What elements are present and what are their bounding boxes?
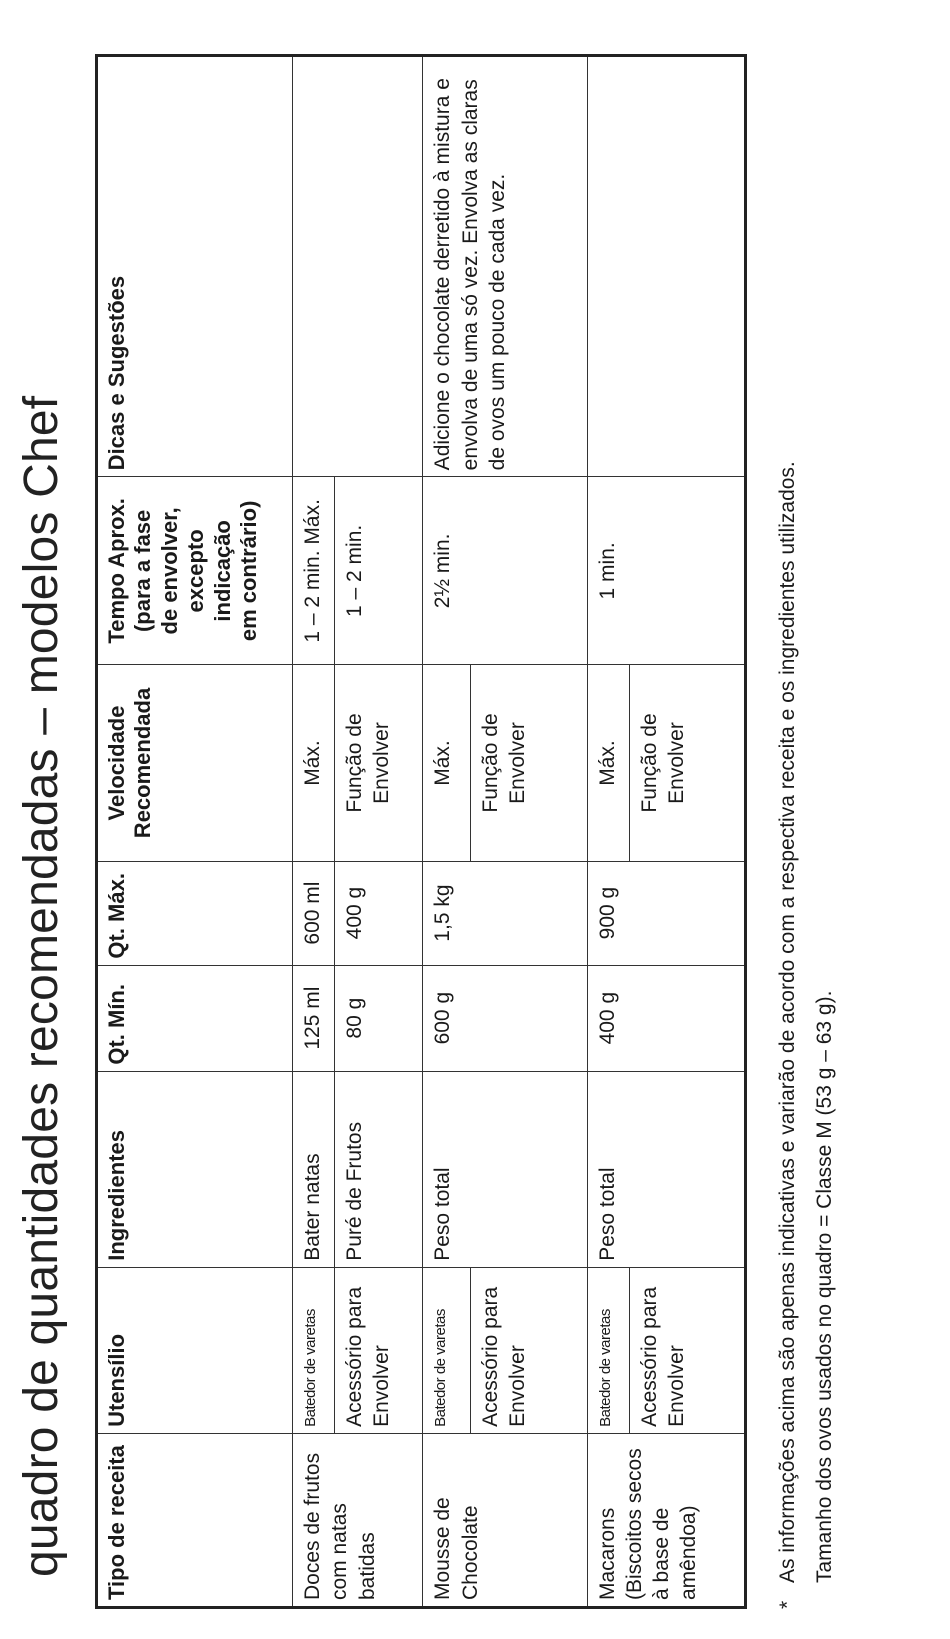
cell-speed: Máx.	[587, 665, 629, 861]
table-row	[293, 56, 335, 1608]
header-speed-line2: Recomendada	[130, 687, 156, 839]
cell-recipe-type: Macarons (Biscoitos secos à base de amêndoa)	[587, 1433, 745, 1607]
footnotes	[770, 461, 844, 1609]
cell-utensil: Acessório para Envolver	[471, 1267, 587, 1433]
footnote-star: *	[776, 1600, 799, 1609]
cell-speed: Função de Envolver	[471, 665, 587, 861]
page-title: quadro de quantidades recomendadas – modelos Chef	[15, 395, 68, 1577]
header-time-line2: (para a fase	[130, 509, 156, 633]
header-time	[97, 477, 293, 665]
header-qty-max: Qt. Máx.	[97, 861, 293, 965]
header-time-line5: indicação	[209, 520, 235, 622]
cell-qty-min: 80 g	[334, 965, 422, 1071]
table-row	[423, 56, 471, 1608]
cell-qty-max: 400 g	[334, 861, 422, 965]
cell-time: 2½ min.	[423, 477, 587, 665]
cell-ingredients: Peso total	[587, 1071, 745, 1267]
header-speed-line1: Velocidade	[104, 705, 129, 821]
cell-speed: Máx.	[423, 665, 471, 861]
cell-qty-max: 1,5 kg	[423, 861, 587, 965]
cell-ingredients: Peso total	[423, 1071, 587, 1267]
cell-utensil: Batedor de varetas	[423, 1267, 471, 1433]
cell-qty-min: 400 g	[587, 965, 745, 1071]
table-header-row	[97, 56, 293, 1608]
cell-time: 1 min.	[587, 477, 745, 665]
cell-utensil: Acessório para Envolver	[629, 1267, 746, 1433]
cell-speed: Máx.	[293, 665, 335, 861]
cell-utensil: Batedor de varetas	[293, 1267, 335, 1433]
header-ingredients: Ingredientes	[97, 1071, 293, 1267]
cell-tips	[293, 56, 423, 477]
header-qty-min: Qt. Mín.	[97, 965, 293, 1071]
header-time-line6: em contrário)	[235, 500, 261, 642]
cell-time: 1 – 2 min. Máx.	[293, 477, 335, 665]
footnote-line2: Tamanho dos ovos usados no quadro = Classe M (53 g – 63 g).	[812, 990, 836, 1583]
cell-qty-min: 600 g	[423, 965, 587, 1071]
header-recipe-type: Tipo de receita	[97, 1433, 293, 1607]
cell-qty-max: 900 g	[587, 861, 745, 965]
cell-ingredients: Puré de Frutos	[334, 1071, 422, 1267]
cell-recipe-type: Mousse de Chocolate	[423, 1433, 587, 1607]
footnote-line1	[770, 461, 807, 1609]
cell-tips	[587, 56, 745, 477]
header-time-line4: excepto	[183, 529, 209, 613]
cell-speed: Função de Envolver	[629, 665, 746, 861]
cell-qty-max: 600 ml	[293, 861, 335, 965]
cell-utensil: Batedor de varetas	[587, 1267, 629, 1433]
cell-utensil: Acessório para Envolver	[334, 1267, 422, 1433]
cell-ingredients: Bater natas	[293, 1071, 335, 1267]
header-speed	[97, 665, 293, 861]
table-row	[587, 56, 629, 1608]
header-time-line3: de envolver,	[156, 507, 182, 635]
cell-qty-min: 125 ml	[293, 965, 335, 1071]
footnote-text1: As informações acima são apenas indicativas e variarão de acordo com a respectiva receita e os ingredientes utilizados.	[776, 461, 799, 1583]
cell-recipe-type: Doces de frutos com natas batidas	[293, 1433, 423, 1607]
header-utensil: Utensílio	[97, 1267, 293, 1433]
cell-speed: Função de Envolver	[334, 665, 422, 861]
quantities-table	[95, 54, 747, 1609]
cell-time: 1 – 2 min.	[334, 477, 422, 665]
cell-tips: Adicione o chocolate derretido à mistura e envolva de uma só vez. Envolva as claras de ovos um pouco de cada vez.	[423, 56, 587, 477]
header-tips: Dicas e Sugestões	[97, 56, 293, 477]
header-time-line1: Tempo Aprox.	[104, 498, 129, 644]
